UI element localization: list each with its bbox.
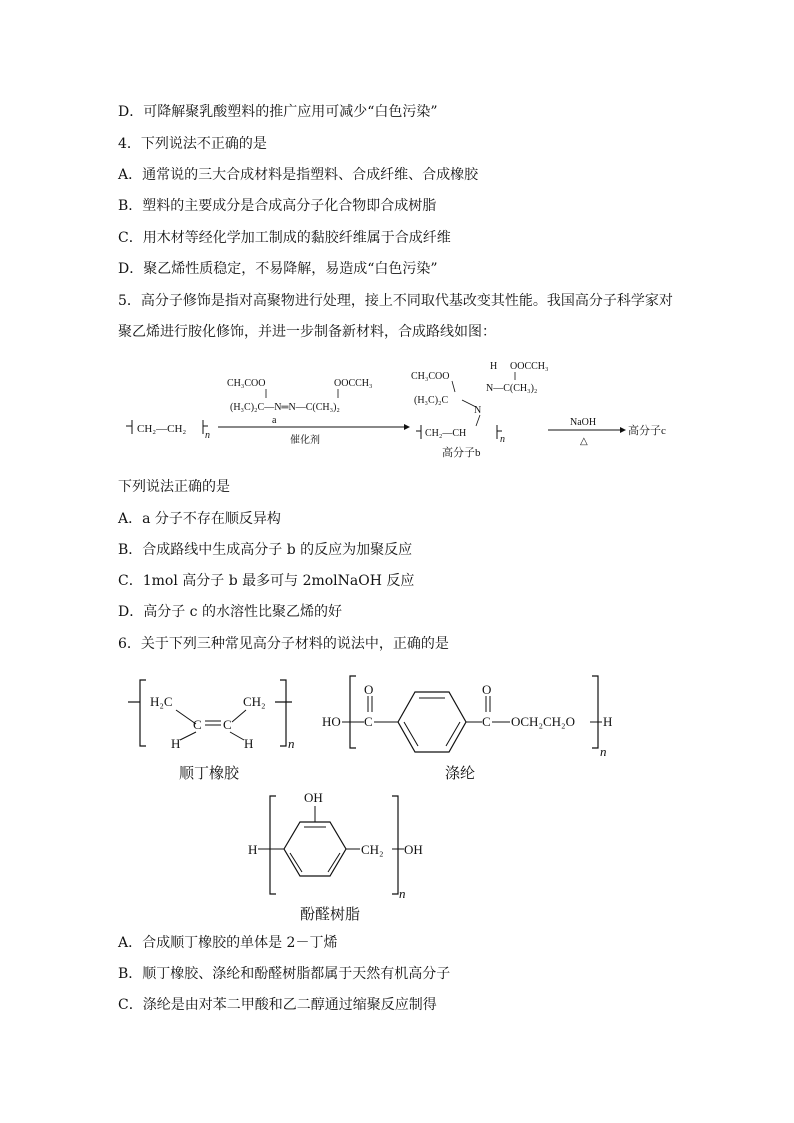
naoh-step: [548, 417, 666, 447]
svg-text:C: C: [223, 717, 232, 732]
reagent-a-label: a: [272, 415, 277, 426]
q5-option-a: A．a 分子不存在顺反异构: [118, 511, 281, 527]
q5-question: 下列说法正确的是: [118, 479, 230, 495]
svg-text:H: H: [248, 842, 258, 857]
q4-option-a: A．通常说的三大合成材料是指塑料、合成纤维、合成橡胶: [118, 167, 479, 183]
q5-option-b: B．合成路线中生成高分子 b 的反应为加聚反应: [118, 542, 413, 558]
phenolic-label: 酚醛树脂: [300, 905, 361, 923]
q5-synthesis-scheme: [0, 352, 794, 462]
q4-option-d: D．聚乙烯性质稳定，不易降解，易造成“白色污染”: [118, 261, 438, 277]
q6-structures: [0, 668, 794, 938]
reagent-a-left-group: CH₃COO: [227, 378, 266, 389]
heat-label: △: [580, 436, 588, 447]
rubber-label: 顺丁橡胶: [179, 764, 240, 782]
phenolic-resin-structure: [248, 790, 423, 901]
polymer-b-index: n: [500, 434, 505, 445]
q5-option-d: D．高分子 c 的水溶性比聚乙烯的好: [118, 604, 342, 620]
polymer-b-right-ester: OOCCH₃: [510, 361, 549, 372]
q4-option-c: C．用木材等经化学加工制成的黏胶纤维属于合成纤维: [118, 230, 451, 246]
svg-text:OH: OH: [404, 842, 423, 857]
svg-text:C: C: [482, 714, 491, 729]
svg-text:H: H: [603, 714, 613, 729]
svg-text:H₂C: H₂C: [150, 694, 173, 709]
polymer-c-name: 高分子c: [628, 425, 666, 437]
polyethylene-structure: [126, 420, 210, 441]
polymer-b-left-carbon: (H₃C)₂C: [414, 395, 449, 406]
reagent-a-right-group: OOCCH₃: [334, 378, 373, 389]
naoh-label: NaOH: [570, 417, 597, 428]
svg-text:OH: OH: [304, 790, 323, 805]
pet-structure: [322, 676, 612, 759]
polymer-b-structure: [411, 361, 549, 459]
svg-text:n: n: [288, 736, 295, 751]
cis-polybutadiene-structure: [128, 680, 295, 751]
svg-text:H: H: [171, 736, 181, 751]
svg-text:C: C: [193, 717, 202, 732]
catalyst-label: 催化剂: [290, 435, 320, 446]
svg-text:n: n: [399, 886, 406, 901]
svg-text:O: O: [364, 682, 374, 697]
polymer-b-left-ester: CH₃COO: [411, 371, 450, 382]
svg-text:O: O: [482, 682, 492, 697]
svg-text:HO: HO: [322, 714, 341, 729]
reagent-a-structure: [218, 378, 410, 446]
polymer-b-h: H: [490, 361, 498, 372]
q6-option-b: B．顺丁橡胶、涤纶和酚醛树脂都属于天然有机高分子: [118, 966, 451, 982]
q6-option-c: C．涤纶是由对苯二甲酸和乙二醇通过缩聚反应制得: [118, 997, 437, 1013]
pet-label: 涤纶: [445, 764, 476, 782]
polymer-b-n: N: [474, 405, 482, 416]
polymer-b-chain: CH₂—CH: [425, 428, 467, 439]
svg-text:OCH₂CH₂O: OCH₂CH₂O: [511, 714, 575, 729]
q5-stem-line2: 聚乙烯进行胺化修饰，并进一步制备新材料，合成路线如图：: [118, 324, 496, 340]
q6-stem: 6．关于下列三种常见高分子材料的说法中，正确的是: [118, 636, 449, 652]
q4-option-b: B．塑料的主要成分是合成高分子化合物即合成树脂: [118, 198, 437, 214]
q5-stem-line1: 5．高分子修饰是指对高聚物进行处理，接上不同取代基改变其性能。我国高分子科学家对: [118, 293, 673, 309]
svg-text:C: C: [364, 714, 373, 729]
polyethylene-index: n: [205, 430, 210, 441]
polyethylene-repeat: CH₂—CH₂: [137, 423, 187, 435]
polymer-b-name: 高分子b: [442, 447, 481, 459]
q5-option-c: C．1mol 高分子 b 最多可与 2molNaOH 反应: [118, 573, 415, 589]
svg-text:H: H: [244, 736, 254, 751]
svg-text:CH₂: CH₂: [243, 694, 266, 709]
q4-stem: 4．下列说法不正确的是: [118, 136, 267, 152]
q3-option-d: D．可降解聚乳酸塑料的推广应用可减少“白色污染”: [118, 104, 438, 120]
svg-text:n: n: [600, 744, 607, 759]
q6-option-a: A．合成顺丁橡胶的单体是 2－丁烯: [118, 935, 338, 951]
reagent-a-core: (H₃C)₂C—N═N—C(CH₃)₂: [230, 402, 340, 413]
svg-text:CH₂: CH₂: [361, 842, 384, 857]
polymer-b-n-group: N—C(CH₃)₂: [486, 383, 538, 394]
